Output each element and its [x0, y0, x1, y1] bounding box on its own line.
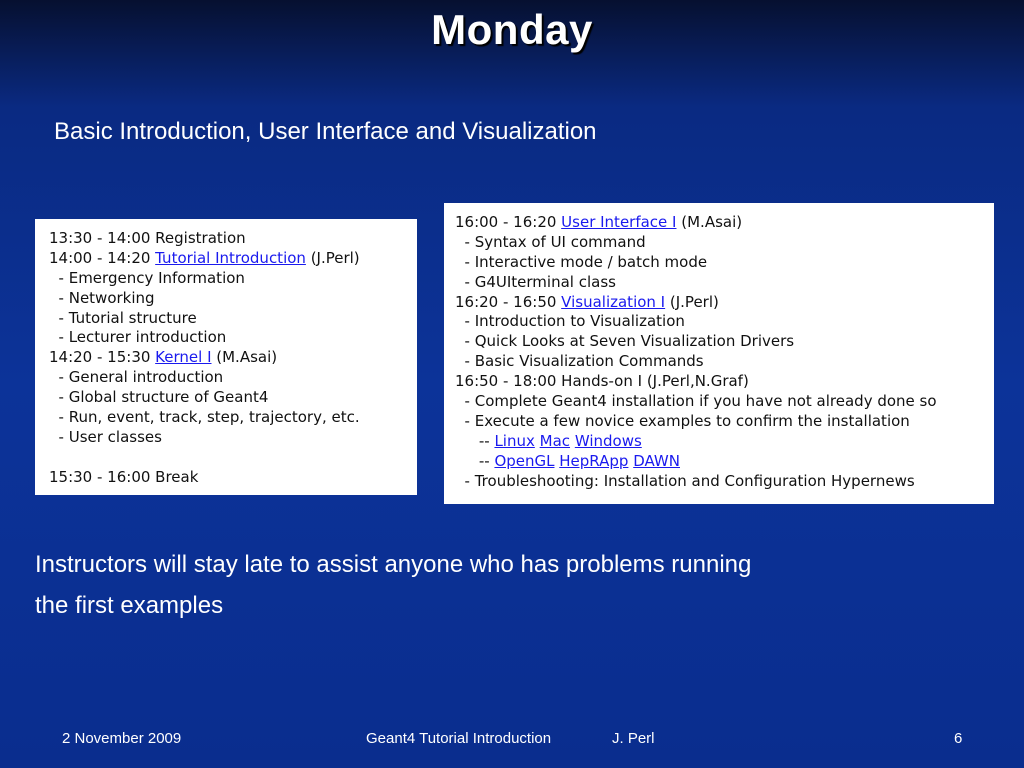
- schedule-row: - Tutorial structure: [49, 308, 197, 327]
- schedule-row: - Global structure of Geant4: [49, 388, 269, 407]
- schedule-row: - Syntax of UI command: [455, 232, 646, 251]
- linux-link[interactable]: Linux: [494, 431, 535, 450]
- schedule-panel-right: [444, 203, 994, 504]
- opengl-link[interactable]: OpenGL: [494, 451, 555, 470]
- visualization-i-link[interactable]: Visualization I: [561, 292, 666, 311]
- footer-date: 2 November 2009: [62, 730, 182, 747]
- session-time: 14:20 - 15:30: [49, 348, 156, 367]
- platform-links-row: [455, 432, 994, 452]
- schedule-gap: [49, 448, 417, 468]
- schedule-row: [49, 249, 417, 269]
- schedule-panel-left: [35, 219, 417, 495]
- session-time: 16:20 - 16:50: [455, 292, 562, 311]
- schedule-row: [455, 213, 994, 233]
- slide-title: Monday: [431, 6, 593, 53]
- row-prefix: --: [455, 431, 495, 450]
- schedule-row: - General introduction: [49, 368, 224, 387]
- session-time: 16:00 - 16:20: [455, 213, 562, 231]
- schedule-row: - G4UIterminal class: [455, 272, 616, 291]
- mac-link[interactable]: Mac: [539, 431, 571, 450]
- heprapp-link[interactable]: HepRApp: [559, 451, 629, 470]
- tutorial-introduction-link[interactable]: Tutorial Introduction: [155, 248, 306, 267]
- schedule-row: - Troubleshooting: Installation and Configuration Hypernews: [455, 471, 915, 490]
- schedule-row: - Interactive mode / batch mode: [455, 252, 708, 271]
- footer-page-number: 6: [954, 730, 963, 747]
- note-line: the first examples: [35, 592, 224, 619]
- session-speaker: (J.Perl): [305, 248, 360, 267]
- note-line: Instructors will stay late to assist anyone who has problems running: [35, 551, 752, 578]
- driver-links-row: [455, 452, 994, 472]
- schedule-row: [49, 348, 417, 368]
- session-speaker: (M.Asai): [211, 348, 278, 367]
- schedule-row: - Networking: [49, 288, 155, 307]
- schedule-row: - Lecturer introduction: [49, 328, 227, 347]
- schedule-row: 13:30 - 14:00 Registration: [49, 229, 246, 247]
- schedule-row: - Complete Geant4 installation if you have not already done so: [455, 392, 937, 411]
- user-interface-i-link[interactable]: User Interface I: [561, 213, 677, 231]
- windows-link[interactable]: Windows: [574, 431, 642, 450]
- session-speaker: (M.Asai): [676, 213, 743, 231]
- row-prefix: --: [455, 451, 495, 470]
- session-time: 14:00 - 14:20: [49, 248, 156, 267]
- dawn-link[interactable]: DAWN: [633, 451, 680, 470]
- kernel-i-link[interactable]: Kernel I: [155, 348, 212, 367]
- instructor-note: [35, 544, 935, 626]
- schedule-row: 16:50 - 18:00 Hands-on I (J.Perl,N.Graf): [455, 372, 749, 391]
- schedule-row: - Introduction to Visualization: [455, 312, 685, 331]
- schedule-row: - User classes: [49, 427, 162, 446]
- footer-author: J. Perl: [612, 730, 655, 747]
- schedule-row: - Execute a few novice examples to confirm the installation: [455, 411, 910, 430]
- schedule-row: - Emergency Information: [49, 268, 245, 287]
- schedule-row: - Basic Visualization Commands: [455, 352, 704, 371]
- schedule-row: 15:30 - 16:00 Break: [49, 467, 199, 486]
- schedule-row: - Quick Looks at Seven Visualization Drivers: [455, 332, 795, 351]
- schedule-row: [455, 293, 994, 313]
- schedule-row: - Run, event, track, step, trajectory, etc.: [49, 408, 360, 427]
- slide-subtitle: Basic Introduction, User Interface and Visualization: [54, 118, 597, 145]
- session-speaker: (J.Perl): [665, 292, 719, 311]
- footer-presentation-title: Geant4 Tutorial Introduction: [366, 730, 552, 747]
